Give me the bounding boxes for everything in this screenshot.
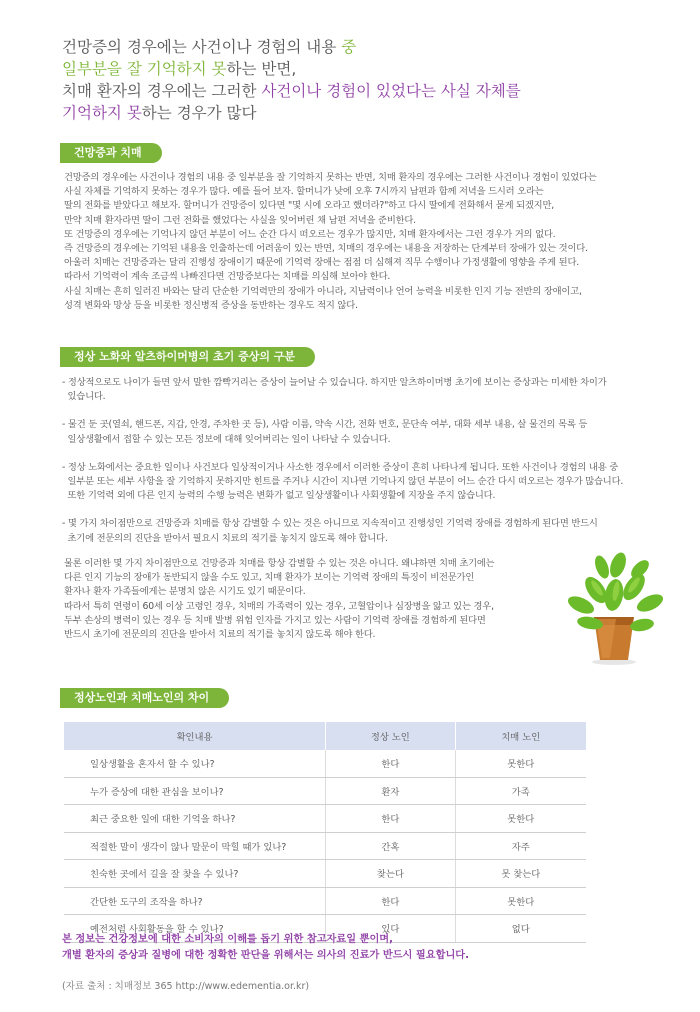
table-row: [64, 832, 586, 860]
table-header: 확인내용: [64, 722, 326, 750]
bullet-line: - 몇 가지 차이점만으로 건망증과 치매를 항상 감별할 수 있는 것은 아니므로 지속적이고 진행성인 기억력 장애를 경험하게 된다면 반드시: [62, 518, 598, 530]
bullet-line: - 정상적으로도 나이가 들면 앞서 말한 깜빡거리는 증상이 늘어날 수 있습니다. 하지만 알츠하이머병 초기에 보이는 증상과는 미세한 차이가: [62, 377, 607, 388]
table-cell: 누가 증상에 대한 관심을 보이나?: [64, 777, 326, 805]
bullet-item: [62, 461, 652, 504]
bullet-line: 일상생활에서 접할 수 있는 모든 정보에 대해 잊어버리는 일이 나타날 수 있습니다.: [62, 433, 391, 445]
table-row: [64, 860, 586, 888]
table-row: [64, 777, 586, 805]
table-cell: 찾는다: [326, 860, 455, 888]
table-cell: 못한다: [455, 887, 586, 915]
section1-body: [64, 171, 640, 313]
paragraph-line: 물론 이러한 몇 가지 차이점만으로 건망증과 치매를 항상 감별할 수 있는 것은 아니다. 왜냐하면 치매 초기에는: [64, 558, 495, 569]
headline-text: 하는 경우가 많다: [141, 104, 257, 122]
potted-plant-image: [556, 545, 672, 665]
table-cell: 한다: [326, 887, 455, 915]
headline-text: 하는 반면,: [226, 60, 297, 78]
table-cell: 없다: [455, 915, 586, 943]
table-cell: 최근 중요한 일에 대한 기억을 하나?: [64, 805, 326, 833]
table-cell: 일상생활을 혼자서 할 수 있나?: [64, 750, 326, 777]
bullet-item: [62, 418, 652, 446]
table-cell: 친숙한 곳에서 길을 잘 찾을 수 있나?: [64, 860, 326, 888]
headline-text: 건망증의 경우에는 사건이나 경험의 내용: [62, 38, 342, 56]
bullet-line: 초기에 전문의의 진단을 받아서 필요시 치료의 적기를 놓치지 않도록 해야 합니다.: [62, 532, 388, 544]
paragraph-line: 성격 변화와 망상 등을 비롯한 정신병적 증상을 동반하는 경우도 적지 않다.: [64, 299, 358, 311]
headline-highlight: 중: [341, 38, 357, 56]
table-cell: 못 찾는다: [455, 860, 586, 888]
table-cell: 한다: [326, 750, 455, 777]
bullet-item: [62, 376, 652, 404]
headline-text: 치매 환자의 경우에는 그러한: [62, 82, 262, 100]
paragraph-line: 따라서 기억력이 계속 조금씩 나빠진다면 건망증보다는 치매를 의심해 보아야 한다.: [64, 271, 391, 283]
comparison-table: [64, 722, 586, 943]
paragraph-line: 만약 치매 환자라면 딸이 그런 전화를 했었다는 사실을 잊어버린 채 남편 저녁을 준비한다.: [64, 214, 416, 226]
paragraph-line: 반드시 초기에 전문의의 진단을 받아서 치료의 적기를 놓치지 않도록 해야 한다.: [64, 629, 376, 641]
paragraph-line: 즉 건망증의 경우에는 기억된 내용을 인출하는데 어려움이 있는 반면, 치매의 경우에는 내용을 저장하는 단계부터 장애가 있는 것이다.: [64, 243, 588, 255]
disclaimer-note: [62, 932, 469, 964]
section2-body: [64, 557, 544, 642]
paragraph-line: 건망증의 경우에는 사건이나 경험의 내용 중 일부분을 잘 기억하지 못하는 반면, 치매 환자의 경우에는 그러한 사건이나 경험이 있었다는: [64, 172, 597, 183]
table-cell: 못한다: [455, 805, 586, 833]
table-cell: 가족: [455, 777, 586, 805]
paragraph-line: 사실 치매는 흔히 일러진 바와는 달리 단순한 기억력만의 장애가 아니라, 지남력이나 언어 능력을 비롯한 인지 기능 전반의 장애이고,: [64, 285, 582, 297]
table-cell: 간단한 도구의 조작을 하나?: [64, 887, 326, 915]
bullet-line: - 물건 둔 곳(열쇠, 핸드폰, 지갑, 안경, 주차한 곳 등), 사람 이름, 약속 시간, 전화 번호, 문단속 여부, 대화 세부 내용, 살 물건의 목록 등: [62, 419, 588, 431]
table-cell: 적절한 말이 생각이 않나 말문이 막힐 때가 있나?: [64, 832, 326, 860]
table-cell: 예전처럼 사회활동을 할 수 있나?: [64, 915, 326, 943]
paragraph-line: 딸의 전화를 받았다고 해보자. 할머니가 건망증이 있다면 "몇 시에 오라고 했더라?"하고 다시 딸에게 전화해서 묻게 되겠지만,: [64, 200, 554, 212]
bullet-line: - 정상 노화에서는 중요한 일이나 사건보다 일상적이거나 사소한 경우에서 이러한 증상이 흔히 나타나게 됩니다. 또한 사건이나 경험의 내용 중: [62, 461, 619, 473]
paragraph-line: 사실 자체를 기억하지 못하는 경우가 많다. 예를 들어 보자. 할머니가 낮에 오후 7시까지 남편과 함께 저녁을 드시러 오라는: [64, 186, 544, 198]
table-row: [64, 750, 586, 777]
table-cell: 못한다: [455, 750, 586, 777]
section-tag-comparison: 정상노인과 치매노인의 차이: [60, 688, 229, 708]
table-row: [64, 805, 586, 833]
paragraph-line: 환자나 환자 가족들에게는 분명치 않은 시기도 있기 때문이다.: [64, 586, 306, 598]
section-tag-early-symptoms: 정상 노화와 알츠하이머병의 초기 증상의 구분: [60, 347, 315, 367]
bullet-line: 있습니다.: [62, 391, 106, 403]
disclaimer-line: 본 정보는 건강정보에 대한 소비자의 이해를 돕기 위한 참고자료일 뿐이며,: [62, 934, 394, 945]
headline-highlight: 일부분을 잘 기억하지 못: [62, 60, 227, 78]
section-tag-forgetfulness: 건망증과 치매: [60, 143, 162, 163]
paragraph-line: 아울러 치매는 건망증과는 달리 진행성 장애이기 때문에 기억력 장애는 점점 더 심해져 직무 수행이나 가정생활에 영향을 주게 된다.: [64, 257, 579, 269]
headline-highlight: 기억하지 못: [62, 104, 142, 122]
headline: [62, 36, 662, 124]
section2-bullets: [62, 376, 652, 560]
headline-highlight: 사건이나 경험이 있었다는 사실 자체를: [261, 82, 521, 100]
paragraph-line: 또 건망증의 경우에는 기억나지 않던 부분이 어느 순간 다시 떠오르는 경우가 많지만, 치매 환자에서는 그런 경우가 거의 없다.: [64, 228, 556, 240]
table-cell: 한다: [326, 805, 455, 833]
bullet-line: 또한 기억력 외에 다른 인지 능력의 수행 능력은 변화가 없고 일상생활이나 사회생활에 지장을 주지 않습니다.: [62, 490, 496, 502]
bullet-line: 일부분 또는 세부 사항을 잘 기억하지 못하지만 힌트를 주거나 시간이 지나면 기억나지 않던 부분이 어느 순간 다시 떠오르는 경우가 많습니다.: [62, 476, 624, 488]
disclaimer-line: 개별 환자의 증상과 질병에 대한 정확한 판단을 위해서는 의사의 진료가 반드시 필요합니다.: [62, 950, 470, 961]
table-header: 치매 노인: [455, 722, 586, 750]
table-cell: 자주: [455, 832, 586, 860]
table-header: 정상 노인: [326, 722, 455, 750]
paragraph-line: 두부 손상의 병력이 있는 경우 등 치매 발병 위험 인자를 가지고 있는 사람이 기억력 장애를 경험하게 된다면: [64, 614, 486, 626]
table-cell: 환자: [326, 777, 455, 805]
source-citation: (자료 출처 : 치매정보 365 http://www.edementia.or.kr): [62, 981, 310, 992]
paragraph-line: 다른 인지 기능의 장애가 동반되지 않을 수도 있고, 치매 환자가 보이는 기억력 장애의 특징이 비전문가인: [64, 572, 475, 584]
paragraph-line: 따라서 특히 연령이 60세 이상 고령인 경우, 치매의 가족력이 있는 경우, 고혈압이나 심장병을 앓고 있는 경우,: [64, 600, 494, 612]
table-cell: 있다: [326, 915, 455, 943]
bullet-item: [62, 517, 652, 545]
table-cell: 간혹: [326, 832, 455, 860]
table-row: [64, 887, 586, 915]
